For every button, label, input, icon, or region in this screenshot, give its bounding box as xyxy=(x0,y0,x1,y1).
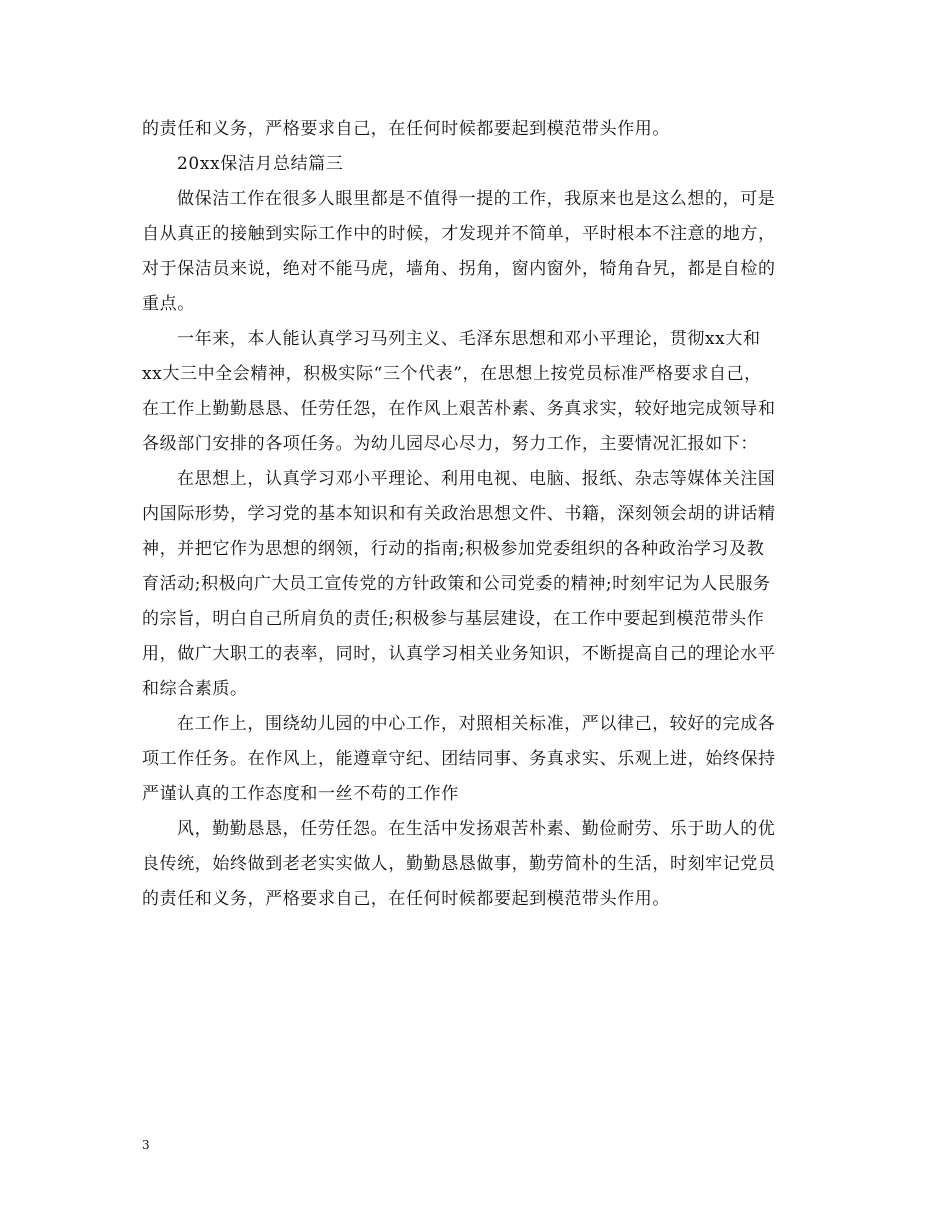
page-number: 3 xyxy=(142,1138,150,1152)
text-line: 在工作上勤勤恳恳、任劳任怨，在作风上艰苦朴素、务真求实，较好地完成领导和 xyxy=(142,399,776,419)
text-line: 和综合素质。 xyxy=(142,679,248,699)
text-line: 神，并把它作为思想的纲领，行动的指南;积极参加党委组织的各种政治学习及教 xyxy=(142,539,765,559)
text-line: 各级部门安排的各项任务。为幼儿园尽心尽力，努力工作，主要情况汇报如下： xyxy=(142,434,758,454)
text-line: 做保洁工作在很多人眼里都是不值得一提的工作，我原来也是这么想的，可是 xyxy=(177,189,776,209)
text-line: 对于保洁员来说，绝对不能马虎，墙角、拐角，窗内窗外，犄角旮旯，都是自检的 xyxy=(142,259,776,279)
text-line: 的责任和义务，严格要求自己，在任何时候都要起到模范带头作用。 xyxy=(142,889,670,909)
text-line: 自从真正的接触到实际工作中的时候，才发现并不简单，平时根本不注意的地方， xyxy=(142,224,776,244)
text-line: 的责任和义务，严格要求自己，在任何时候都要起到模范带头作用。 xyxy=(142,119,670,139)
text-line: 一年来，本人能认真学习马列主义、毛泽东思想和邓小平理论，贯彻xx大和 xyxy=(177,329,761,349)
text-line: 的宗旨，明白自己所肩负的责任;积极参与基层建设，在工作中要起到模范带头作 xyxy=(142,609,765,629)
text-line: 内国际形势，学习党的基本知识和有关政治思想文件、书籍，深刻领会胡的讲话精 xyxy=(142,504,776,524)
text-line: 重点。 xyxy=(142,294,195,314)
text-line: 严谨认真的工作态度和一丝不苟的工作作 xyxy=(142,784,459,804)
text-line: 用，做广大职工的表率，同时，认真学习相关业务知识，不断提高自己的理论水平 xyxy=(142,644,776,664)
text-line: 在工作上，围绕幼儿园的中心工作，对照相关标准，严以律己，较好的完成各 xyxy=(177,714,776,734)
section-heading: 20xx保洁月总结篇三 xyxy=(177,154,344,174)
text-line: 项工作任务。在作风上，能遵章守纪、团结同事、务真求实、乐观上进，始终保持 xyxy=(142,749,776,769)
text-line: 在思想上，认真学习邓小平理论、利用电视、电脑、报纸、杂志等媒体关注国 xyxy=(177,469,776,489)
text-line: 育活动;积极向广大员工宣传党的方针政策和公司党委的精神;时刻牢记为人民服务 xyxy=(142,574,771,594)
text-line: xx大三中全会精神，积极实际“三个代表”，在思想上按党员标准严格要求自己， xyxy=(142,364,762,384)
text-line: 风，勤勤恳恳，任劳任怨。在生活中发扬艰苦朴素、勤俭耐劳、乐于助人的优 xyxy=(177,819,776,839)
text-line: 良传统，始终做到老老实实做人，勤勤恳恳做事，勤劳简朴的生活，时刻牢记党员 xyxy=(142,854,776,874)
